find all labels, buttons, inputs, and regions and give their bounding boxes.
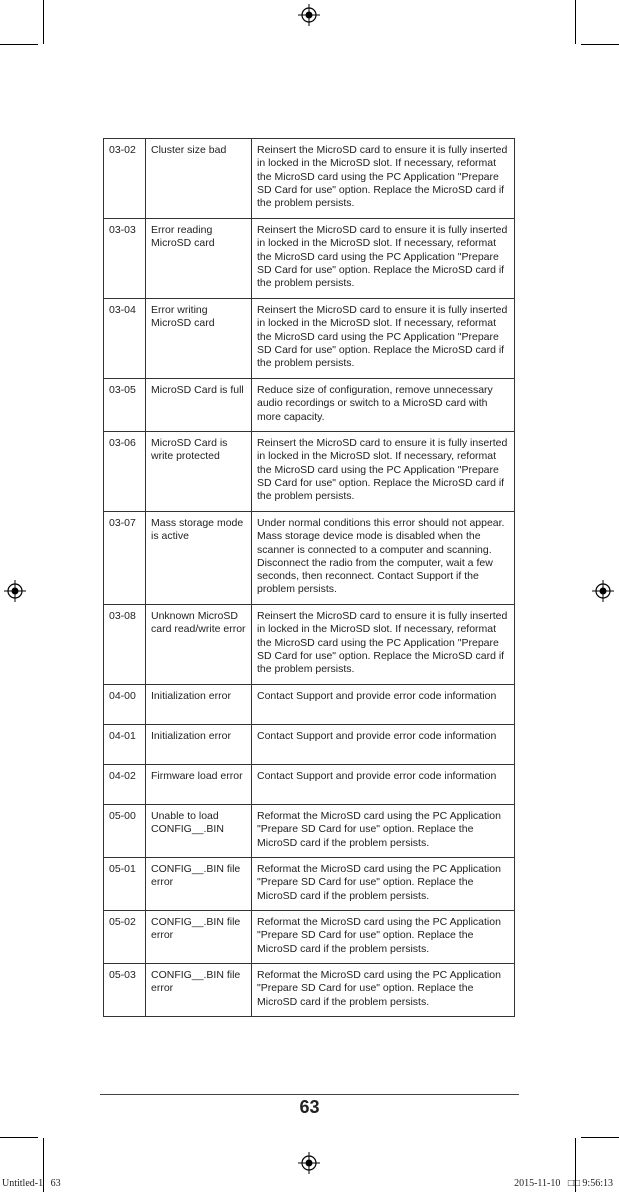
error-action: Under normal conditions this error should not appear. Mass storage device mode is disabled when the scanner is connected to a computer and scanning. Disconnect the radio from the computer, wait a few seconds, then reconnect. Contact Support if the problem persists. [252,512,515,605]
error-code: 05-01 [104,858,146,911]
error-code: 05-03 [104,964,146,1017]
error-description: Firmware load error [146,765,252,805]
table-row [104,219,515,299]
error-action: Contact Support and provide error code information [252,685,515,725]
table-row [104,805,515,858]
registration-mark-icon [298,4,320,26]
error-description: Error reading MicroSD card [146,219,252,299]
table-row [104,512,515,605]
error-description: Error writing MicroSD card [146,299,252,379]
error-description: Initialization error [146,725,252,765]
table-row [104,725,515,765]
error-code: 03-05 [104,379,146,432]
error-action: Reinsert the MicroSD card to ensure it is fully inserted in locked in the MicroSD slot. If necessary, reformat the MicroSD card using the PC Application "Prepare SD Card for use" option. Replace the MicroSD card if the problem persists. [252,219,515,299]
error-action: Reinsert the MicroSD card to ensure it is fully inserted in locked in the MicroSD slot. If necessary, reformat the MicroSD card using the PC Application "Prepare SD Card for use" option. Replace the MicroSD card if the problem persists. [252,139,515,219]
table-row [104,911,515,964]
footer-divider [100,1094,519,1095]
table-row [104,765,515,805]
error-description: Cluster size bad [146,139,252,219]
crop-mark [0,1137,38,1138]
crop-mark [0,44,38,45]
table-row [104,605,515,685]
table-row [104,379,515,432]
error-code-table [103,138,515,1017]
crop-mark [581,1137,619,1138]
print-slug-right: 2015-11-10 □□ 9:56:13 [514,1178,613,1189]
error-code: 03-03 [104,219,146,299]
error-code: 04-00 [104,685,146,725]
crop-mark [575,0,576,44]
error-description: Unknown MicroSD card read/write error [146,605,252,685]
table-row [104,432,515,512]
error-action: Reduce size of configuration, remove unnecessary audio recordings or switch to a MicroSD card with more capacity. [252,379,515,432]
crop-mark [581,44,619,45]
error-action: Reformat the MicroSD card using the PC Application "Prepare SD Card for use" option. Replace the MicroSD card if the problem persists. [252,911,515,964]
error-action: Reinsert the MicroSD card to ensure it is fully inserted in locked in the MicroSD slot. If necessary, reformat the MicroSD card using the PC Application "Prepare SD Card for use" option. Replace the MicroSD card if the problem persists. [252,299,515,379]
table-row [104,139,515,219]
print-slug-left: Untitled-1 63 [2,1178,61,1189]
error-action: Reinsert the MicroSD card to ensure it is fully inserted in locked in the MicroSD slot. If necessary, reformat the MicroSD card using the PC Application "Prepare SD Card for use" option. Replace the MicroSD card if the problem persists. [252,605,515,685]
error-action: Contact Support and provide error code information [252,725,515,765]
error-description: CONFIG__.BIN file error [146,964,252,1017]
error-description: Initialization error [146,685,252,725]
table-row [104,299,515,379]
error-code: 04-02 [104,765,146,805]
page-number: 63 [299,1097,320,1117]
table-row [104,858,515,911]
error-code: 03-04 [104,299,146,379]
registration-mark-icon [4,580,26,602]
error-action: Reformat the MicroSD card using the PC Application "Prepare SD Card for use" option. Replace the MicroSD card if the problem persists. [252,805,515,858]
error-description: Mass storage mode is active [146,512,252,605]
error-description: MicroSD Card is full [146,379,252,432]
error-action: Reformat the MicroSD card using the PC Application "Prepare SD Card for use" option. Replace the MicroSD card if the problem persists. [252,964,515,1017]
error-action: Contact Support and provide error code information [252,765,515,805]
error-action: Reformat the MicroSD card using the PC Application "Prepare SD Card for use" option. Replace the MicroSD card if the problem persists. [252,858,515,911]
registration-mark-icon [298,1152,320,1174]
error-description: CONFIG__.BIN file error [146,911,252,964]
table-row [104,685,515,725]
error-code: 03-02 [104,139,146,219]
error-code: 03-06 [104,432,146,512]
registration-mark-icon [592,580,614,602]
crop-mark [43,0,44,44]
error-table-body [104,139,515,1017]
error-code: 05-02 [104,911,146,964]
error-description: CONFIG__.BIN file error [146,858,252,911]
error-code: 03-07 [104,512,146,605]
error-code: 03-08 [104,605,146,685]
error-code: 04-01 [104,725,146,765]
error-description: Unable to load CONFIG__.BIN [146,805,252,858]
error-code: 05-00 [104,805,146,858]
error-action: Reinsert the MicroSD card to ensure it is fully inserted in locked in the MicroSD slot. If necessary, reformat the MicroSD card using the PC Application "Prepare SD Card for use" option. Replace the MicroSD card if the problem persists. [252,432,515,512]
table-row [104,964,515,1017]
error-description: MicroSD Card is write protected [146,432,252,512]
